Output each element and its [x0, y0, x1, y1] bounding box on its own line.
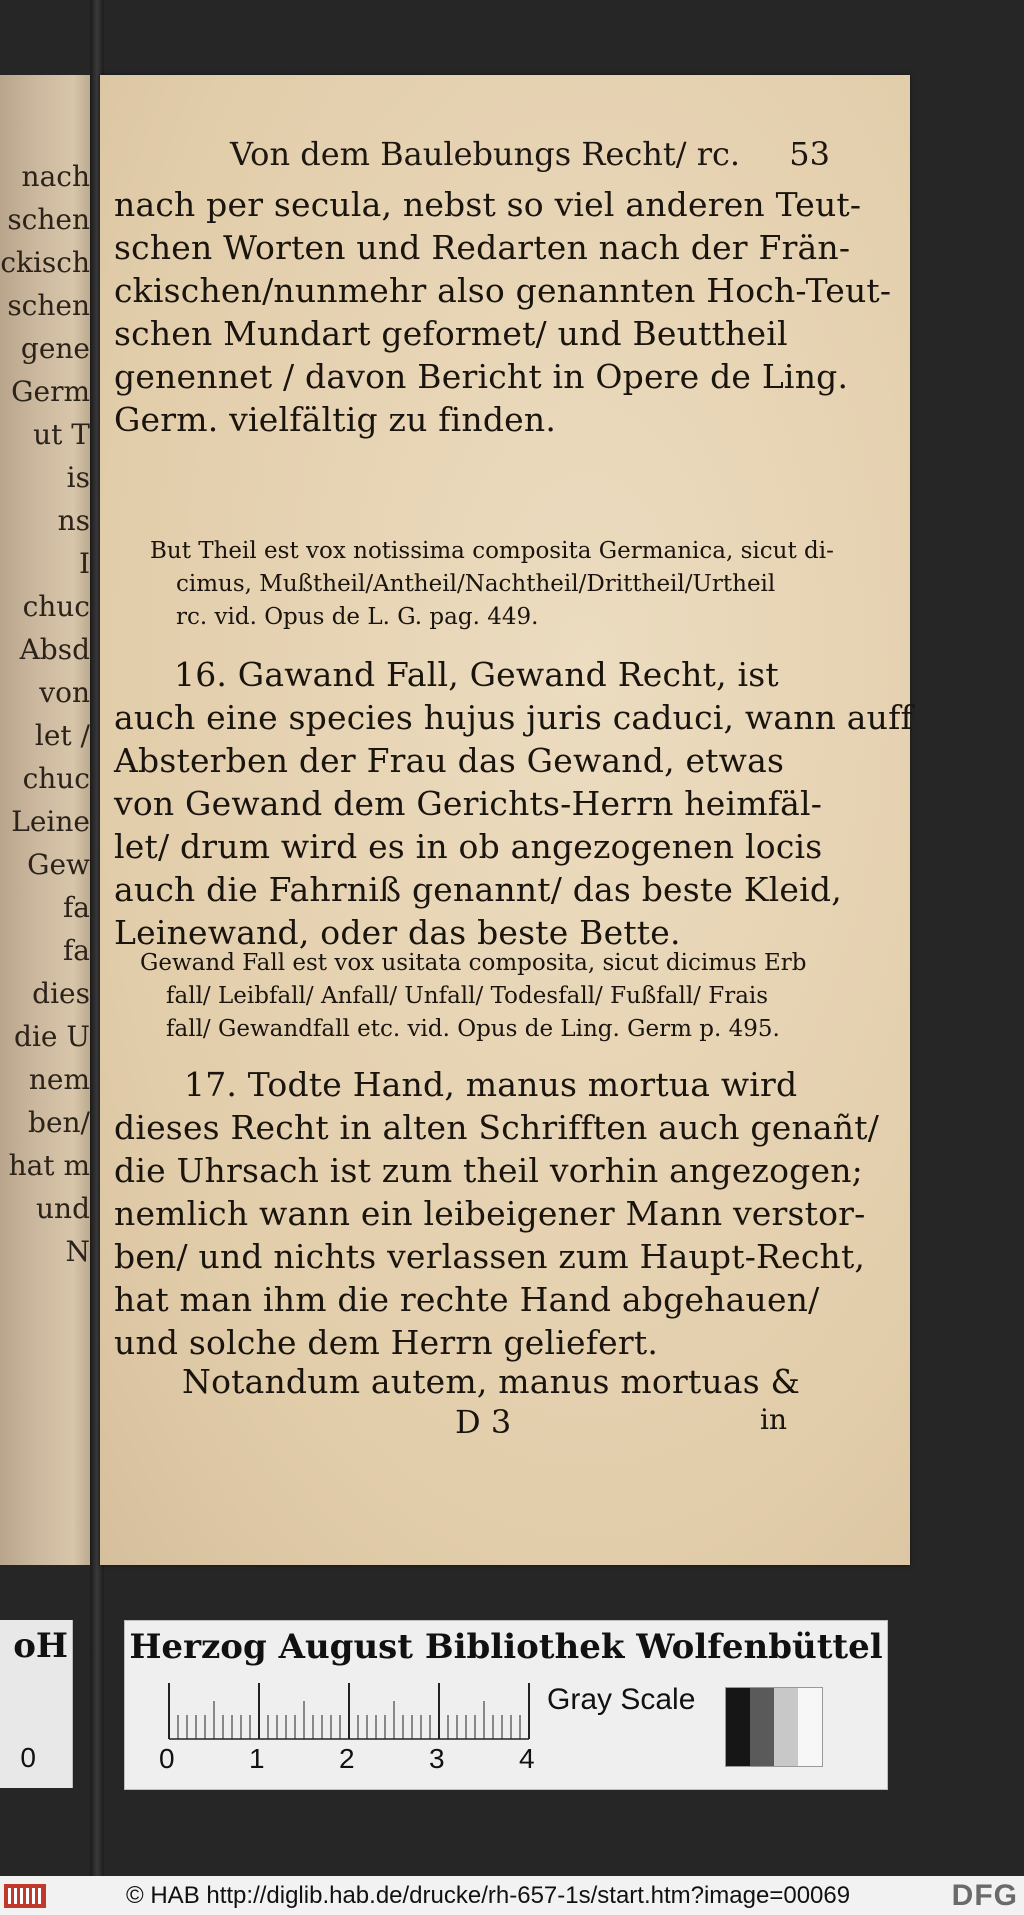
ruler-scale — [165, 1681, 535, 1741]
card-fragment-zero: 0 — [20, 1742, 36, 1773]
text-line: die Uhrsach ist zum theil vorhin angezogen; — [114, 1151, 863, 1190]
left-page-fragment: nem — [28, 1063, 90, 1096]
text-line: Notandum autem, manus mortuas & — [182, 1362, 801, 1401]
page-number: 53 — [789, 135, 830, 173]
left-page-fragment: N — [65, 1235, 90, 1268]
text-line: 17. Todte Hand, manus mortua wird — [184, 1065, 798, 1104]
text-line: genennet / davon Bericht in Opere de Ling. — [114, 357, 849, 396]
running-head — [230, 135, 830, 173]
book-page — [100, 75, 913, 1565]
text-line: auch die Fahrniß genannt/ das beste Kleid, — [114, 870, 842, 909]
note-line: cimus, Mußtheil/Antheil/Nachtheil/Drittheil/Urtheil — [176, 571, 776, 597]
ruler-number: 1 — [249, 1743, 265, 1774]
text-line: schen Worten und Redarten nach der Frän- — [114, 228, 851, 267]
gray-swatch — [726, 1688, 750, 1766]
note-line: fall/ Leibfall/ Anfall/ Unfall/ Todesfall/ Fußfall/ Frais — [166, 983, 769, 1009]
running-head-title: Von dem Baulebungs Recht/ rc. — [230, 135, 741, 173]
library-scale-card — [124, 1620, 888, 1790]
viewer-footer — [0, 1876, 1024, 1915]
text-line: 16. Gawand Fall, Gewand Recht, ist — [174, 655, 779, 694]
note-line: But Theil est vox notissima composita Germanica, sicut di- — [150, 538, 834, 564]
left-page-fragment: nach — [21, 160, 90, 193]
footnote-2 — [140, 947, 830, 1046]
dfg-logo: DFG — [951, 1879, 1018, 1912]
gray-swatch — [750, 1688, 774, 1766]
gray-swatches — [725, 1687, 823, 1767]
card-fragment-letters: oH — [13, 1626, 68, 1666]
notandum-line — [182, 1360, 872, 1403]
left-card-fragment — [0, 1620, 73, 1788]
text-line: Germ. vielfältig zu finden. — [114, 400, 557, 439]
library-name: Herzog August Bibliothek Wolfenbüttel — [129, 1627, 883, 1667]
text-line: let/ drum wird es in ob angezogenen locis — [114, 827, 823, 866]
text-line: und solche dem Herrn geliefert. — [114, 1323, 659, 1362]
left-page-fragment: gene — [20, 332, 90, 365]
note-line: fall/ Gewandfall etc. vid. Opus de Ling. Germ p. 495. — [166, 1016, 780, 1042]
left-page-fragment: Germ — [11, 375, 90, 408]
text-line: ben/ und nichts verlassen zum Haupt-Recht, — [114, 1237, 866, 1276]
left-page-fragment: ns — [57, 504, 90, 537]
left-page-fragment: Leine — [11, 805, 90, 838]
text-line: ckischen/nunmehr also genannten Hoch-Teut- — [114, 271, 892, 310]
source-link[interactable]: © HAB http://diglib.hab.de/drucke/rh-657-1s/start.htm?image=00069 — [126, 1882, 851, 1909]
text-line: Absterben der Frau das Gewand, etwas — [114, 741, 785, 780]
left-page-fragment: is — [66, 461, 90, 494]
note-line: rc. vid. Opus de L. G. pag. 449. — [176, 604, 539, 630]
ruler-number: 4 — [519, 1743, 535, 1774]
left-page-fragment: Absd — [19, 633, 90, 666]
left-page-fragment: chuc — [22, 590, 90, 623]
text-line: hat man ihm die rechte Hand abgehauen/ — [114, 1280, 820, 1319]
text-line: Leinewand, oder das beste Bette. — [114, 913, 681, 952]
gray-swatch — [798, 1688, 822, 1766]
left-page-fragment: die U — [14, 1020, 90, 1053]
signature-mark: D 3 — [455, 1403, 512, 1441]
catchword: in — [760, 1403, 787, 1436]
ruler-number: 3 — [429, 1743, 445, 1774]
text-line: auch eine species hujus juris caduci, wann auff — [114, 698, 913, 737]
text-line: nemlich wann ein leibeigener Mann verstor- — [114, 1194, 866, 1233]
ruler-number: 2 — [339, 1743, 355, 1774]
footnote-1 — [150, 535, 840, 634]
left-page-fragment: schen — [7, 289, 90, 322]
left-page-fragment: von — [39, 676, 90, 709]
left-page-fragment: ben/ — [28, 1106, 90, 1139]
text-line: schen Mundart geformet/ und Beuttheil — [114, 314, 788, 353]
left-page-fragment: I — [78, 547, 90, 580]
gray-scale-label: Gray Scale — [547, 1683, 696, 1716]
left-page-fragment: fa — [62, 934, 90, 967]
text-line: dieses Recht in alten Schrifften auch genañt/ — [114, 1108, 880, 1147]
left-page-fragment: ut T — [33, 418, 90, 451]
hab-logo-icon — [4, 1882, 46, 1910]
left-page-fragment: let / — [34, 719, 90, 752]
left-page-fragment: fa — [62, 891, 90, 924]
note-line: Gewand Fall est vox usitata composita, sicut dicimus Erb — [140, 950, 807, 976]
left-page-fragment: hat m — [8, 1149, 90, 1182]
left-page-fragment: schen — [7, 203, 90, 236]
left-page-fragment: und — [36, 1192, 90, 1225]
left-page-fragment: Gew — [27, 848, 90, 881]
gray-swatch — [774, 1688, 798, 1766]
left-page-fragment: ckisch — [0, 246, 90, 279]
left-page-fragment: chuc — [22, 762, 90, 795]
paragraph-1 — [114, 183, 892, 441]
text-line: nach per secula, nebst so viel anderen Teut- — [114, 185, 862, 224]
left-page-fragment: dies — [32, 977, 90, 1010]
left-neighbor-page — [0, 75, 92, 1565]
text-line: von Gewand dem Gerichts-Herrn heimfäl- — [114, 784, 823, 823]
ruler-number: 0 — [159, 1743, 175, 1774]
paragraph-2 — [114, 653, 913, 954]
paragraph-3 — [114, 1063, 880, 1364]
